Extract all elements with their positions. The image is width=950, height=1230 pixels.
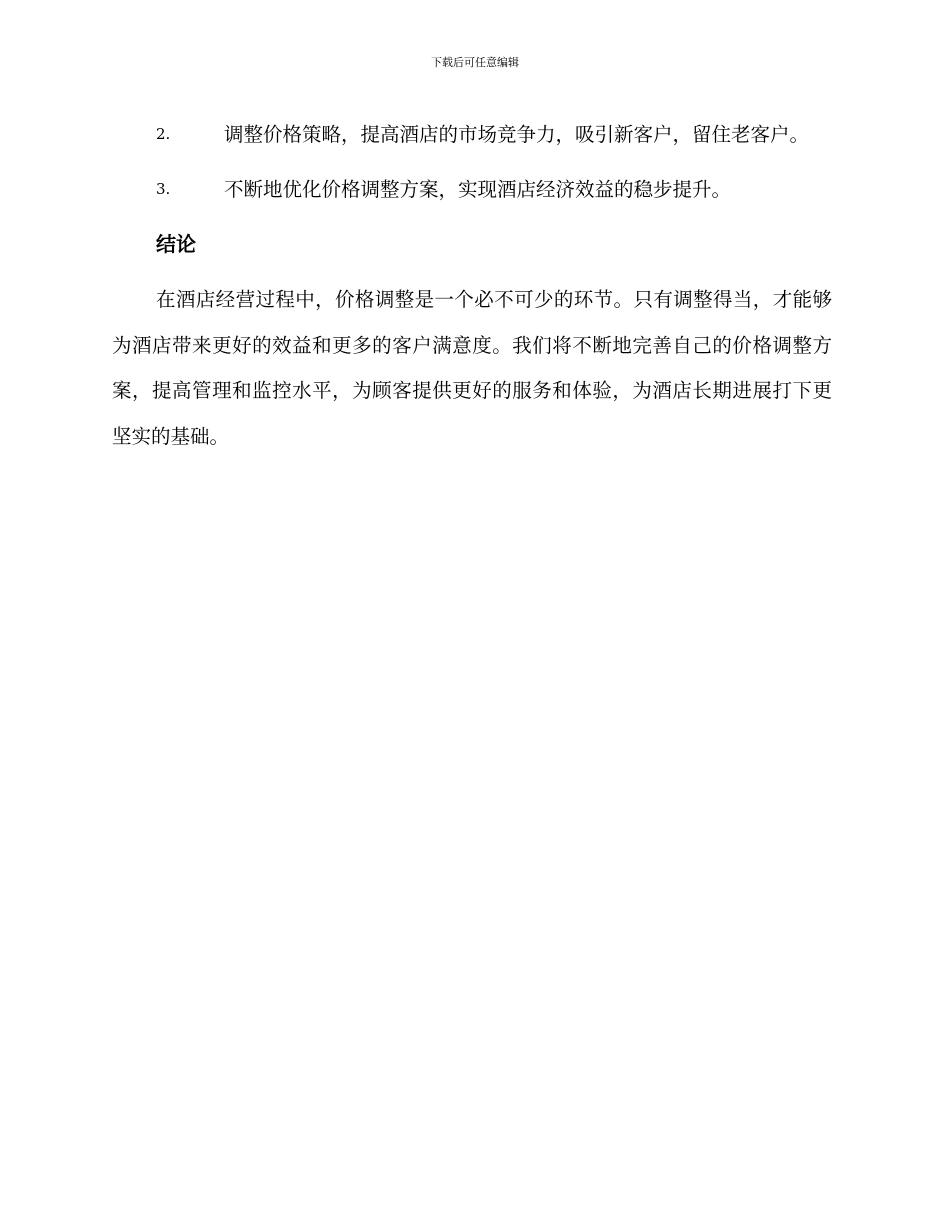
document-body — [112, 112, 832, 459]
section-heading: 结论 — [156, 232, 196, 256]
list-item-number: 3. — [156, 180, 171, 198]
conclusion-paragraph: 在酒店经营过程中，价格调整是一个必不可少的环节。只有调整得当，才能够为酒店带来更好的效益和更多的客户满意度。我们将不断地完善自己的价格调整方案，提高管理和监控水平，为顾客提供更好的服务和体验，为酒店长期进展打下更坚实的基础。 — [112, 288, 832, 448]
list-item-text: 不断地优化价格调整方案，实现酒店经济效益的稳步提升。 — [224, 178, 732, 201]
list-item-text: 调整价格策略，提高酒店的市场竞争力，吸引新客户，留住老客户。 — [224, 123, 810, 146]
list-item — [112, 112, 832, 157]
page-header: 下载后可任意编辑 — [431, 56, 519, 69]
list-item — [112, 167, 832, 212]
list-item-number: 2. — [156, 125, 171, 143]
